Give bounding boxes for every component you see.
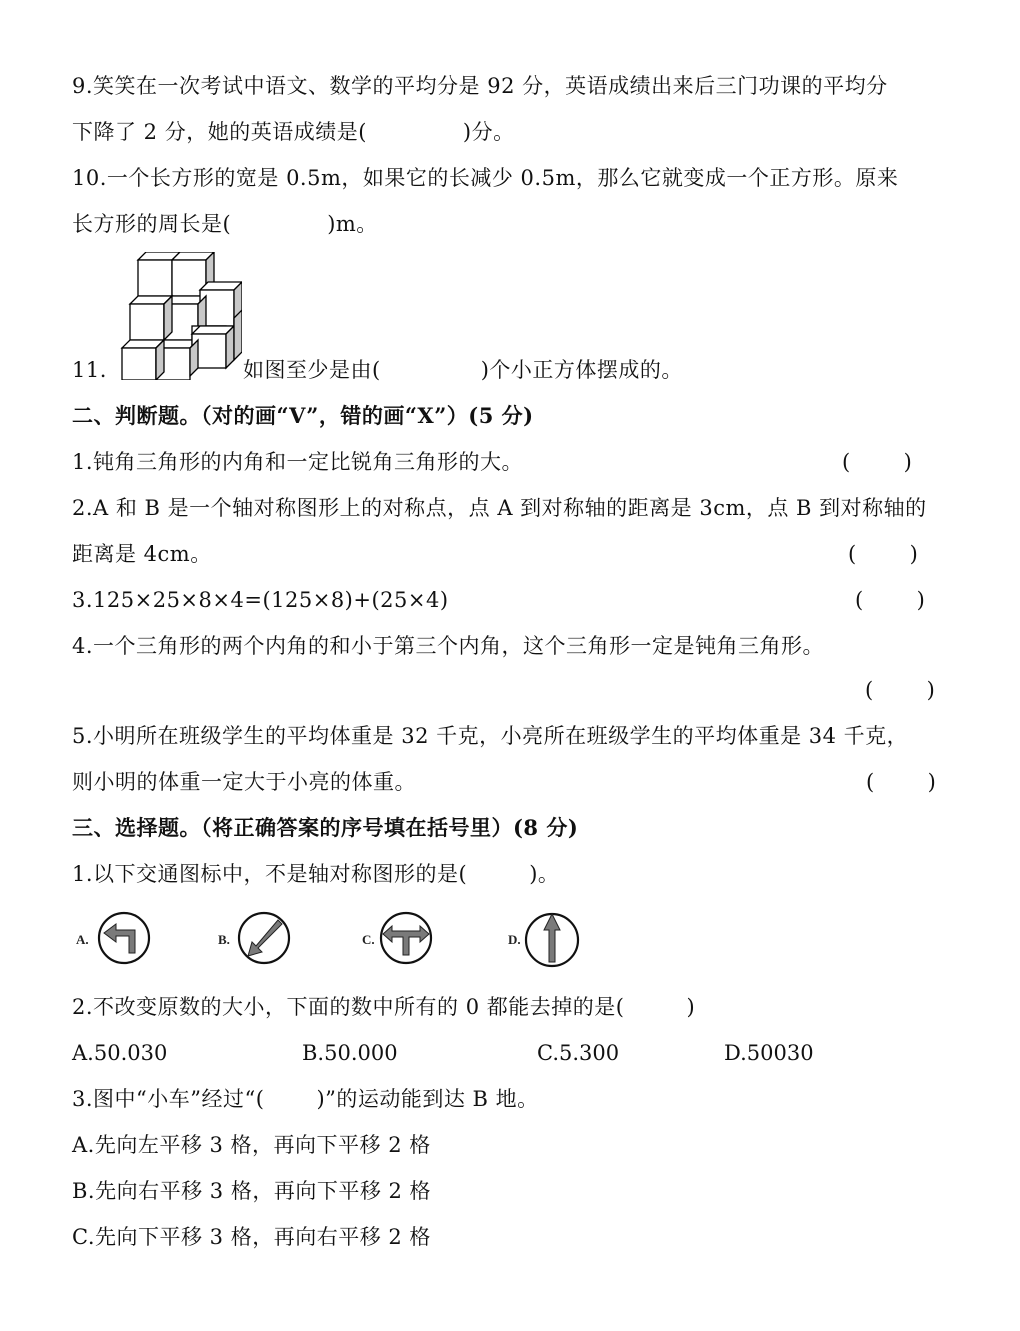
q10-line2 [72,210,378,238]
judge-item-3-answer-box[interactable]: ( ) [855,588,925,612]
q9-text-before: 下降了 2 分，她的英语成绩是( [72,120,367,144]
option-c-label: C. [362,932,375,947]
option-d-label: D. [508,932,521,947]
q10-line1: 10.一个长方形的宽是 0.5m，如果它的长减少 0.5m，那么它就变成一个正方形。原来 [72,166,899,190]
section-choice-title: 三、选择题。（将正确答案的序号填在括号里）(8 分) [72,815,579,840]
option-b-label: B. [218,932,230,947]
judge-item-1-answer-box[interactable]: ( ) [842,450,912,474]
judge-item-5-answer-box[interactable]: ( ) [866,770,936,794]
choice-q2-text-after: ) [686,995,696,1019]
judge-item-2-answer-box[interactable]: ( ) [848,542,918,566]
judge-item-1: 1.钝角三角形的内角和一定比锐角三角形的大。 [72,450,524,474]
choice-q1-text-after: )。 [529,862,560,886]
q9-line1: 9.笑笑在一次考试中语文、数学的平均分是 92 分，英语成绩出来后三门功课的平均分 [72,74,888,98]
judge-item-4: 4.一个三角形的两个内角的和小于第三个内角，这个三角形一定是钝角三角形。 [72,634,825,658]
q10-text-before: 长方形的周长是( [72,212,232,236]
judge-item-2-line1: 2.A 和 B 是一个轴对称图形上的对称点，点 A 到对称轴的距离是 3cm，点 B 到对称轴的 [72,496,927,520]
choice-q2-option-b[interactable]: B.50.000 [302,1041,398,1065]
choice-q3 [72,1085,539,1113]
q11-text [243,356,683,384]
judge-item-4-answer-box[interactable]: ( ) [865,678,935,702]
stacked-cubes-figure [116,252,242,385]
choice-q3-text-before: 3.图中“小车”经过“( [72,1087,265,1111]
q11-number: 11. [72,358,107,382]
choice-q2-text-before: 2.不改变原数的大小，下面的数中所有的 0 都能去掉的是( [72,995,625,1019]
section-judge-title: 二、判断题。（对的画“V”，错的画“X”）(5 分) [72,403,534,428]
judge-item-2-line2: 距离是 4cm。 [72,542,212,566]
choice-q3-option-c[interactable]: C.先向下平移 3 格，再向右平移 2 格 [72,1225,431,1249]
t-junction-arrow-icon [378,910,434,966]
q10-text-after: )m。 [327,212,378,236]
choice-q3-option-b[interactable]: B.先向右平移 3 格，再向下平移 2 格 [72,1179,432,1203]
choice-q1 [72,860,559,888]
q11-text-after: )个小正方体摆成的。 [480,358,683,382]
choice-q2-option-a[interactable]: A.50.030 [72,1041,168,1065]
choice-q2-option-d[interactable]: D.50030 [724,1041,814,1065]
choice-q2-option-c[interactable]: C.5.300 [537,1041,620,1065]
choice-q2 [72,993,695,1021]
judge-item-5-line1: 5.小明所在班级学生的平均体重是 32 千克，小亮所在班级学生的平均体重是 34 千克， [72,724,909,748]
judge-item-3: 3.125×25×8×4=(125×8)+(25×4) [72,588,449,612]
choice-q1-text-before: 1.以下交通图标中，不是轴对称图形的是( [72,862,468,886]
down-left-arrow-icon [236,910,292,966]
q9-line2 [72,118,515,146]
choice-q3-text-after: )”的运动能到达 B 地。 [316,1087,539,1111]
turn-left-arrow-icon [96,910,152,966]
q9-text-after: )分。 [462,120,515,144]
choice-q3-option-a[interactable]: A.先向左平移 3 格，再向下平移 2 格 [72,1133,431,1157]
straight-up-arrow-icon [524,910,580,970]
judge-item-5-line2: 则小明的体重一定大于小亮的体重。 [72,770,416,794]
q11-text-before: 如图至少是由( [243,358,381,382]
option-a-label: A. [76,932,89,947]
